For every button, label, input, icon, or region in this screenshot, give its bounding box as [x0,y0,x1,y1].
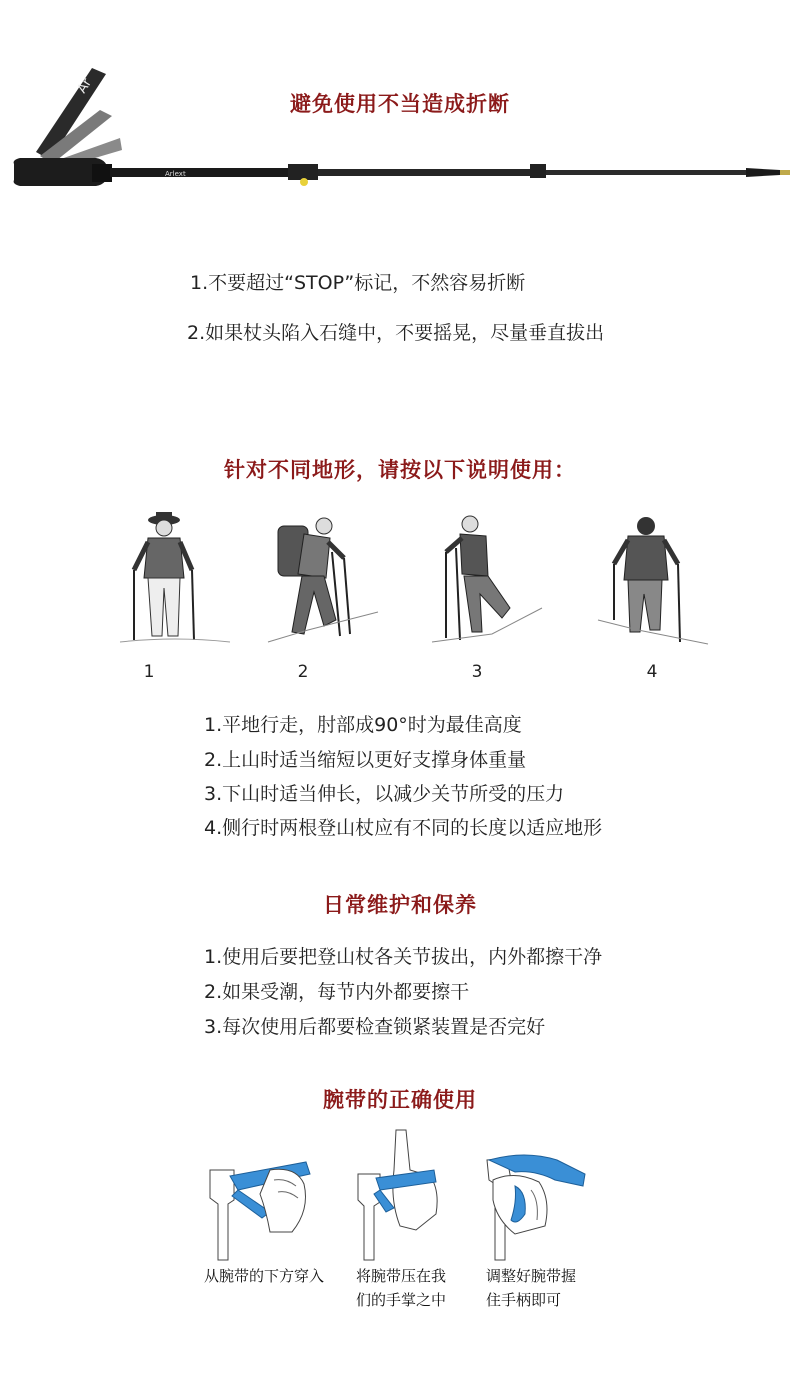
strap-step2-caption-line1: 将腕带压在我 [356,1267,447,1285]
hiker-flat-icon [120,508,230,658]
hiker-downhill-icon [432,508,542,658]
strap-step3-hand-icon [475,1130,595,1260]
hiker-uphill-icon [268,508,378,658]
hiker-side-slope-icon [598,508,708,658]
terrain-section-heading: 针对不同地形，请按以下说明使用： [224,458,576,482]
pole-section-heading: 避免使用不当造成折断 [290,92,510,116]
strap-step3-caption-line1: 调整好腕带握 [486,1267,577,1285]
strap-step3-caption-line2: 住手柄即可 [486,1291,562,1309]
figure-label-4: 4 [646,662,658,682]
trekking-pole-image [0,60,800,260]
figure-label-1: 1 [143,662,155,682]
strap-step2-caption-line2: 们的手掌之中 [356,1291,447,1309]
figure-label-3: 3 [471,662,483,682]
figure-label-2: 2 [297,662,309,682]
terrain-note-2: 2.上山时适当缩短以更好支撑身体重量 [204,749,527,771]
strap-step2-hand-icon [350,1130,470,1260]
strap-step1-caption-line1: 从腕带的下方穿入 [204,1267,325,1285]
strap-brand-text: Ar [74,76,95,97]
pole-note-2: 2.如果杖头陷入石缝中，不要摇晃，尽量垂直拔出 [187,322,605,344]
terrain-note-4: 4.侧行时两根登山杖应有不同的长度以适应地形 [204,817,603,839]
maintenance-note-2: 2.如果受潮，每节内外都要擦干 [204,981,470,1003]
pole-note-1: 1.不要超过“STOP”标记，不然容易折断 [190,272,526,294]
strap-step1-hand-icon [200,1140,330,1260]
maintenance-section-heading: 日常维护和保养 [323,893,477,917]
terrain-note-3: 3.下山时适当伸长，以减少关节所受的压力 [204,783,565,805]
pole-brand-text: Arlext [165,170,186,178]
strap-section-heading: 腕带的正确使用 [323,1088,477,1112]
terrain-note-1: 1.平地行走，肘部成90°时为最佳高度 [204,714,522,736]
maintenance-note-3: 3.每次使用后都要检查锁紧装置是否完好 [204,1016,546,1038]
maintenance-note-1: 1.使用后要把登山杖各关节拔出，内外都擦干净 [204,946,603,968]
